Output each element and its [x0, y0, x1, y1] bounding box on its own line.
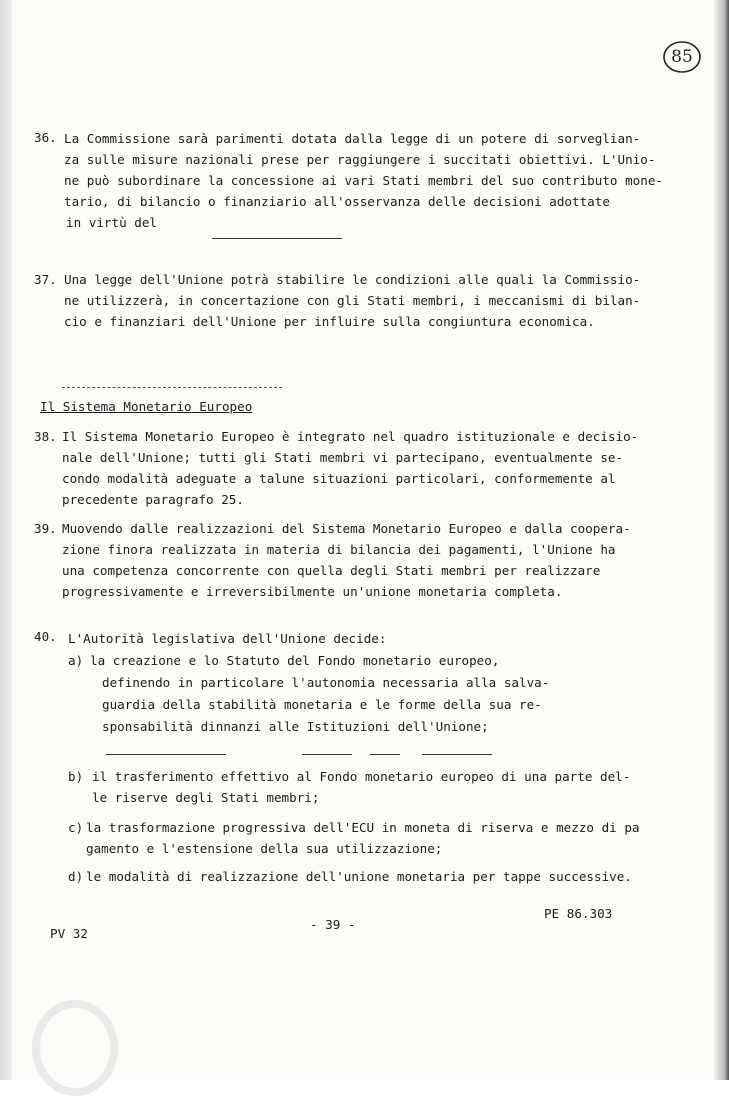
paragraph-37-number: 37.	[34, 272, 57, 287]
paragraph-36-number: 36.	[34, 130, 57, 145]
item-a-rule-3	[370, 754, 400, 755]
page-right-edge	[713, 0, 729, 1080]
paragraph-36-line-5: in virtù del	[66, 215, 157, 230]
faint-stamp-watermark	[32, 1000, 118, 1096]
item-a-label: a)	[68, 653, 84, 668]
paragraph-37-line-2: ne utilizzerà, in concertazione con gli Stati membri, i meccanismi di bilan-	[64, 293, 641, 308]
item-d-label: d)	[68, 869, 84, 884]
paragraph-38-line-3: condo modalità adeguate a talune situazioni particolari, conformemente al	[62, 471, 616, 486]
document-page	[12, 0, 712, 1080]
paragraph-38-line-4: precedente paragrafo 25.	[62, 492, 244, 507]
paragraph-40-number: 40.	[34, 629, 57, 644]
item-a-line-1: la creazione e lo Statuto del Fondo monetario europeo,	[90, 653, 500, 668]
item-a-line-3: guardia della stabilità monetaria e le forme della sua re-	[102, 697, 542, 712]
item-c-line-2: gamento e l'estensione della sua utilizzazione;	[86, 841, 443, 856]
paragraph-40-intro: L'Autorità legislativa dell'Unione decide:	[68, 631, 387, 646]
paragraph-38-number: 38.	[34, 429, 57, 444]
item-a-rule-1	[106, 754, 226, 755]
section-heading: Il Sistema Monetario Europeo	[40, 399, 253, 414]
paragraph-39-line-3: una competenza concorrente con quella degli Stati membri per realizzare	[62, 563, 601, 578]
item-a-rule-4	[422, 754, 492, 755]
footer-reference: PE 86.303	[544, 906, 613, 921]
item-a-line-2: definendo in particolare l'autonomia necessaria alla salva-	[102, 675, 550, 690]
item-c-label: c)	[68, 820, 84, 835]
item-b-line-2: le riserve degli Stati membri;	[92, 790, 320, 805]
paragraph-39-line-4: progressivamente e irreversibilmente un'unione monetaria completa.	[62, 584, 563, 599]
item-c-line-1: la trasformazione progressiva dell'ECU in moneta di riserva e mezzo di pa	[86, 820, 640, 835]
paragraph-36-rule	[212, 238, 342, 239]
section-divider	[62, 387, 282, 388]
paragraph-39-line-1: Muovendo dalle realizzazioni del Sistema Monetario Europeo e dalla coopera-	[62, 521, 631, 536]
paragraph-36-line-1: La Commissione sarà parimenti dotata dalla legge di un potere di sorveglian-	[64, 131, 641, 146]
item-a-line-4: sponsabilità dinnanzi alle Istituzioni dell'Unione;	[102, 719, 489, 734]
handwritten-page-marker	[662, 40, 702, 74]
paragraph-36-line-4: tario, di bilancio o finanziario all'osservanza delle decisioni adottate	[64, 194, 610, 209]
page-marker-text: 85	[671, 47, 693, 67]
paragraph-39-line-2: zione finora realizzata in materia di bilancia dei pagamenti, l'Unione ha	[62, 542, 616, 557]
footer-page-number: - 39 -	[310, 917, 356, 932]
item-a-rule-2	[302, 754, 352, 755]
paragraph-38-line-1: Il Sistema Monetario Europeo è integrato nel quadro istituzionale e decisio-	[62, 429, 639, 444]
paragraph-38-line-2: nale dell'Unione; tutti gli Stati membri vi partecipano, eventualmente se-	[62, 450, 624, 465]
paragraph-36-line-2: za sulle misure nazionali prese per raggiungere i succitati obiettivi. L'Unio-	[64, 152, 656, 167]
item-b-line-1: il trasferimento effettivo al Fondo monetario europeo di una parte del-	[92, 769, 631, 784]
item-d-line-1: le modalità di realizzazione dell'unione monetaria per tappe successive.	[86, 869, 632, 884]
paragraph-39-number: 39.	[34, 521, 57, 536]
paragraph-36-line-3: ne può subordinare la concessione ai vari Stati membri del suo contributo mone-	[64, 173, 663, 188]
item-b-label: b)	[68, 769, 84, 784]
footer-pv: PV 32	[50, 926, 88, 941]
paragraph-37-line-1: Una legge dell'Unione potrà stabilire le condizioni alle quali la Commissio-	[64, 272, 641, 287]
paragraph-37-line-3: cio e finanziari dell'Unione per influire sulla congiuntura economica.	[64, 314, 595, 329]
